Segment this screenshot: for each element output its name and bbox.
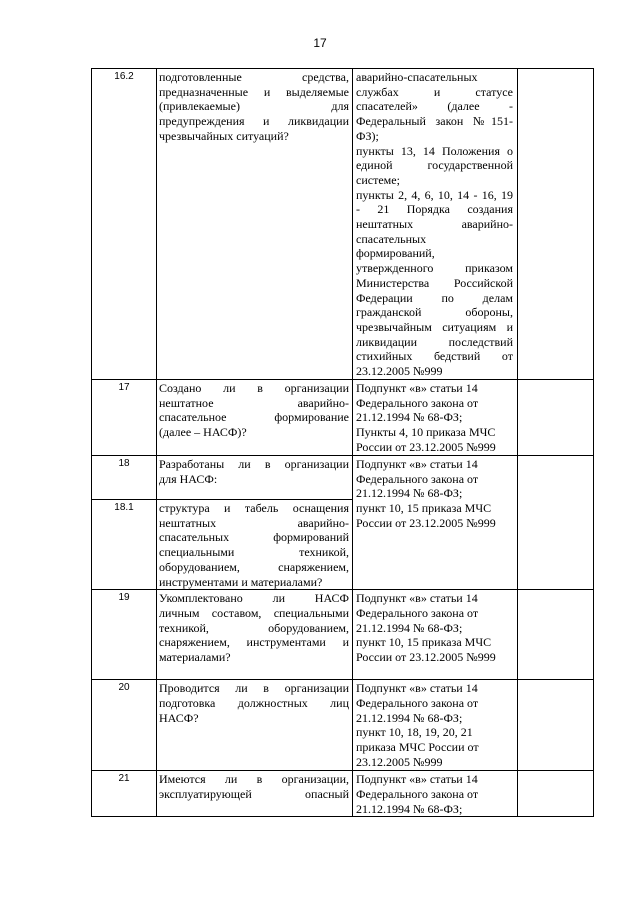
question-cell: Создано ли в организации нештатное аварийно- спасательное формирование (далее – НАСФ)? [157, 380, 353, 456]
question-cell: структура и табель оснащения нештатных аварийно- спасательных формирований специальными техникой, оборудованием, снаряжением, инструментами и материалами? [157, 500, 353, 590]
reference-cell: Подпункт «в» статьи 14 Федерального закона от 21.12.1994 № 68-ФЗ; пункт 10, 18, 19, 20, 21 приказа МЧС России от 23.12.2005 №999 [353, 680, 518, 771]
item-number: 18.1 [92, 500, 157, 590]
checklist-table [91, 68, 594, 817]
table-row [92, 456, 594, 500]
reference-cell: Подпункт «в» статьи 14 Федерального закона от 21.12.1994 № 68-ФЗ; Пункты 4, 10 приказа МЧС России от 23.12.2005 №999 [353, 380, 518, 456]
page-number: 17 [313, 36, 327, 50]
table-row [92, 771, 594, 817]
notes-cell [518, 680, 594, 771]
reference-cell: Подпункт «в» статьи 14 Федерального закона от 21.12.1994 № 68-ФЗ; пункт 10, 15 приказа МЧС России от 23.12.2005 №999 [353, 590, 518, 680]
notes-cell [518, 380, 594, 456]
item-number: 19 [92, 590, 157, 680]
reference-cell: Подпункт «в» статьи 14 Федерального закона от 21.12.1994 № 68-ФЗ; пункт 10, 15 приказа МЧС России от 23.12.2005 №999 [353, 456, 518, 590]
item-number: 21 [92, 771, 157, 817]
notes-cell [518, 590, 594, 680]
table-row [92, 380, 594, 456]
notes-cell [518, 456, 594, 590]
question-cell: Имеются ли в организации, эксплуатирующей опасный [157, 771, 353, 817]
notes-cell [518, 69, 594, 380]
table-row [92, 680, 594, 771]
notes-cell [518, 771, 594, 817]
item-number: 17 [92, 380, 157, 456]
table-row [92, 69, 594, 380]
reference-cell: Подпункт «в» статьи 14 Федерального закона от 21.12.1994 № 68-ФЗ; [353, 771, 518, 817]
table-row [92, 590, 594, 680]
reference-cell: аварийно-спасательных службах и статусе спасателей» (далее - Федеральный закон №151- ФЗ); пункты 13, 14 Положения о единой государственной системе; пункты 2, 4, 6, 10, 14 - 16, 19 - 21 Порядка создания нештатных аварийно- спасательных формирований, утвержденного приказом Министерства Российской Федерации по делам гражданской обороны, чрезвычайным ситуациям и ликвидации последствий стихийных бедствий от 23.12.2005 №999 [353, 69, 518, 380]
item-number: 16.2 [92, 69, 157, 380]
item-number: 20 [92, 680, 157, 771]
question-cell: подготовленные средства, предназначенные и выделяемые (привлекаемые) для предупреждения и ликвидации чрезвычайных ситуаций? [157, 69, 353, 380]
question-cell: Проводится ли в организации подготовка должностных лиц НАСФ? [157, 680, 353, 771]
question-cell: Укомплектовано ли НАСФ личным составом, специальными техникой, оборудованием, снаряжением, инструментами и материалами? [157, 590, 353, 680]
item-number: 18 [92, 456, 157, 500]
question-cell: Разработаны ли в организации для НАСФ: [157, 456, 353, 500]
